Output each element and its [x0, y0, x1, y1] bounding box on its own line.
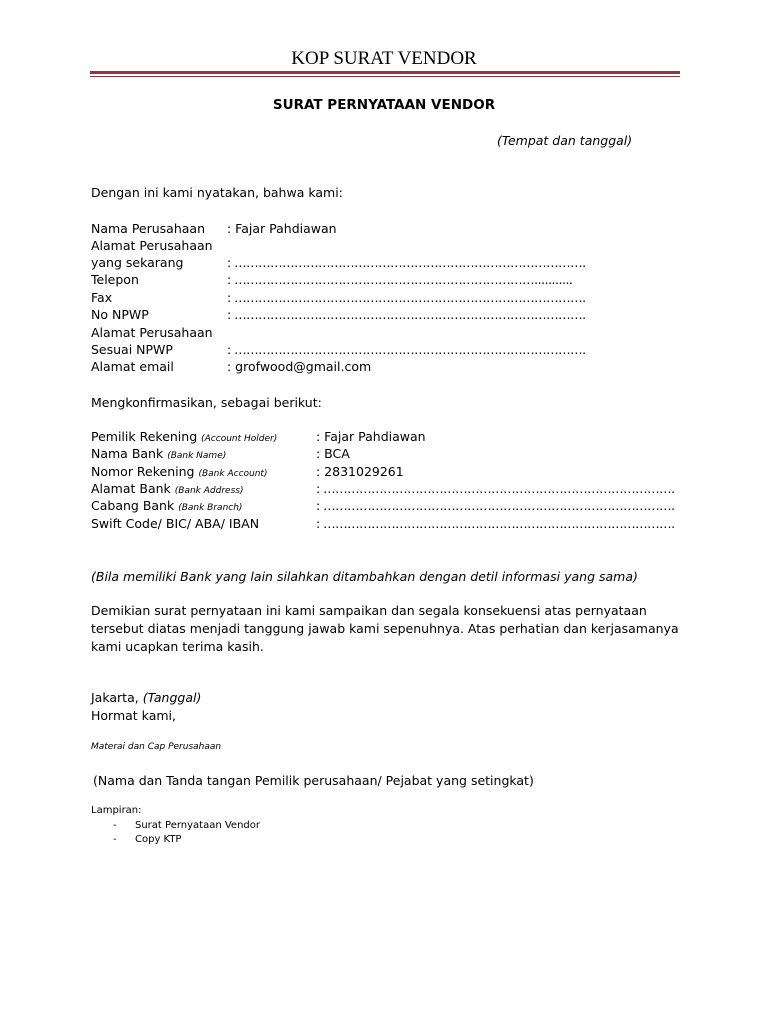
bank-branch-hint: (Bank Branch): [178, 503, 243, 513]
bank-address-label-text: Alamat Bank: [91, 481, 171, 496]
email-label: Alamat email: [91, 359, 174, 374]
bank-address-value: : …………………………………………………………………………….: [316, 481, 675, 496]
bank-name-label: [91, 446, 226, 461]
confirm-intro: Mengkonfirmasikan, sebagai berikut:: [91, 395, 322, 410]
attachment-item-2: Copy KTP: [135, 834, 182, 845]
other-bank-note: (Bila memiliki Bank yang lain silahkan ditambahkan dengan detil informasi yang sama): [91, 569, 638, 584]
holder-label-text: Pemilik Rekening: [91, 429, 198, 444]
bank-branch-label-text: Cabang Bank: [91, 498, 175, 513]
bank-address-hint: (Bank Address): [174, 486, 244, 496]
phone-value: : …………………………………………………………………...........: [227, 272, 573, 287]
npwp-value: : …………………………………………………………………………….: [227, 307, 586, 322]
company-name-label: Nama Perusahaan: [91, 221, 206, 236]
account-number-value: : 2831029261: [316, 464, 404, 479]
npwp-address-value: : …………………………………………………………………………….: [227, 342, 586, 357]
signature-regards: Hormat kami,: [91, 708, 176, 723]
company-name-value: : Fajar Pahdiawan: [227, 221, 337, 236]
closing-paragraph: Demikian surat pernyataan ini kami sampaikan dan segala konsekuensi atas pernyataan tersebut diatas menjadi tanggung jawab kami sepenuhnya. Atas perhatian dan kerjasamanya kami ucapkan terima kasih.: [91, 603, 679, 654]
company-address-label-line1: Alamat Perusahaan: [91, 238, 213, 253]
swift-value: : …………………………………………………………………………….: [316, 516, 675, 531]
email-value: : grofwood@gmail.com: [227, 359, 372, 374]
npwp-label: No NPWP: [91, 307, 149, 322]
company-address-value: : …………………………………………………………………………….: [227, 255, 586, 270]
bank-branch-label: [91, 498, 242, 513]
account-number-label-text: Nomor Rekening: [91, 464, 195, 479]
signature-place-date: [91, 690, 201, 705]
signature-city: Jakarta,: [91, 690, 143, 705]
npwp-address-label-line1: Alamat Perusahaan: [91, 325, 213, 340]
signatory-name-note: (Nama dan Tanda tangan Pemilik perusahaan/ Pejabat yang setingkat): [93, 773, 534, 788]
attachment-item-1-bullet: -: [113, 820, 117, 831]
stamp-note: Materai dan Cap Perusahaan: [91, 742, 222, 752]
fax-label: Fax: [91, 290, 113, 305]
place-date: (Tempat dan tanggal): [497, 133, 633, 148]
holder-label: [91, 429, 277, 444]
signature-date: (Tanggal): [142, 690, 202, 705]
holder-hint: (Account Holder): [201, 434, 278, 444]
bank-branch-value: : …………………………………………………………………………….: [316, 498, 675, 513]
swift-label: Swift Code/ BIC/ ABA/ IBAN: [91, 516, 260, 531]
bank-name-value: : BCA: [316, 446, 350, 461]
letterhead: KOP SURAT VENDOR: [291, 48, 477, 69]
document-title: SURAT PERNYATAAN VENDOR: [272, 97, 496, 113]
letterhead-rule-thick: [90, 71, 680, 74]
phone-label: Telepon: [91, 272, 139, 287]
attachments-label: Lampiran:: [91, 805, 142, 816]
attachment-item-2-bullet: -: [113, 834, 117, 845]
account-number-hint: (Bank Account): [198, 469, 268, 479]
letterhead-rule-thin: [90, 76, 680, 77]
bank-name-hint: (Bank Name): [167, 451, 227, 461]
intro-text: Dengan ini kami nyatakan, bahwa kami:: [91, 185, 343, 200]
bank-name-label-text: Nama Bank: [91, 446, 164, 461]
account-number-label: [91, 464, 267, 479]
holder-value: : Fajar Pahdiawan: [316, 429, 426, 444]
bank-address-label: [91, 481, 243, 496]
npwp-address-label-line2: Sesuai NPWP: [91, 342, 173, 357]
attachment-item-1: Surat Pernyataan Vendor: [135, 820, 260, 831]
fax-value: : …………………………………………………………………………….: [227, 290, 586, 305]
company-address-label-line2: yang sekarang: [91, 255, 184, 270]
